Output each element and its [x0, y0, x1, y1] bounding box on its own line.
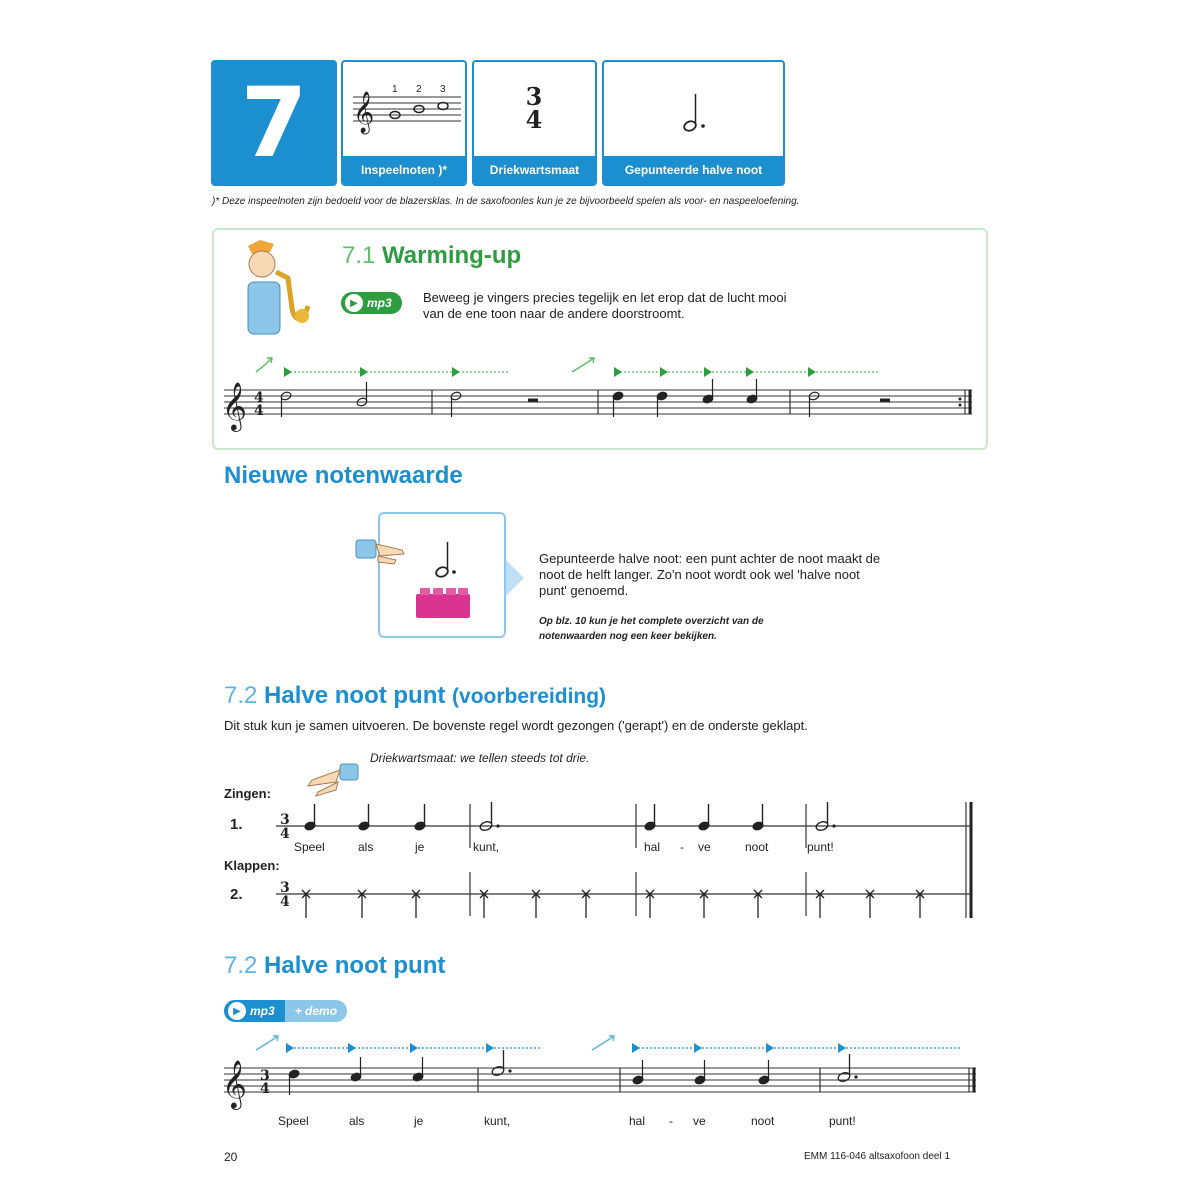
overview-reference: Op blz. 10 kun je het complete overzicht van de notenwaarden nog een keer bekijken. [539, 616, 764, 642]
section-7-2-prep-intro: Dit stuk kun je samen uitvoeren. De bovenste regel wordt gezongen ('gerapt') en de onderste geklapt. [224, 718, 808, 733]
melody-staff [220, 1050, 980, 1114]
treble-clef-icon: 𝄞 [353, 92, 375, 133]
svg-text:4: 4 [254, 403, 264, 419]
section-7-1-text: Beweeg je vingers precies tegelijk en let erop dat de lucht mooi van de ene toon naar de andere doorstroomt. [423, 290, 787, 321]
lyric: kunt, [473, 840, 500, 854]
lyric: je [415, 840, 425, 854]
section-7-1-title: 7.1 Warming-up [342, 242, 522, 269]
lyric: Speel [294, 840, 325, 854]
pointing-hand-icon [300, 760, 362, 802]
lyric: punt! [829, 1114, 856, 1128]
lyric: punt! [807, 840, 834, 854]
page-number: 20 [224, 1150, 238, 1164]
section-7-2-title: 7.2 Halve noot punt [224, 952, 446, 979]
pointer-triangle [506, 560, 524, 596]
lyric: je [414, 1114, 424, 1128]
saxophone-player-illustration [230, 238, 320, 346]
tile-driekwartsmaat [472, 60, 597, 186]
svg-text:3: 3 [280, 880, 290, 896]
warmup-notes-staff [343, 62, 465, 158]
lyric: Speel [278, 1114, 309, 1128]
svg-text:4: 4 [254, 390, 264, 406]
tile-caption: Driekwartsmaat [474, 156, 595, 184]
new-note-value-text: Gepunteerde halve noot: een punt achter de noot maakt de noot de helft langer. Zo'n noot wordt ook wel 'halve noot punt' genoemd. [539, 551, 881, 598]
play-icon: ▶ [228, 1002, 246, 1020]
play-icon: ▶ [345, 294, 363, 312]
section-7-2-prep-title: 7.2 Halve noot punt (voorbereiding) [224, 682, 607, 709]
publication-id: EMM 116-046 altsaxofoon deel 1 [804, 1151, 951, 1162]
tile-caption: Gepunteerde halve noot [604, 156, 783, 184]
row-2-number: 2. [230, 886, 243, 903]
chapter-number: 7 [240, 67, 308, 179]
singing-label: Zingen: [224, 786, 271, 801]
treble-clef-icon: 𝄞 [222, 1059, 247, 1108]
lyric: kunt, [484, 1114, 511, 1128]
svg-text:4: 4 [525, 105, 543, 134]
note-card-illustration [350, 530, 550, 630]
svg-text:3: 3 [260, 1068, 270, 1084]
footnote: )* Deze inspeelnoten zijn bedoeld voor de blazersklas. In de saxofoonles kun je ze bijvoorbeeld spelen als voor- en naspeeloefening. [212, 196, 800, 207]
svg-text:4: 4 [260, 1081, 270, 1097]
tile-gepunteerde-halve-noot [602, 60, 785, 186]
lyric: als [349, 1114, 365, 1128]
svg-text:2: 2 [416, 84, 422, 95]
treble-clef-icon: 𝄞 [222, 381, 247, 430]
lyric: ve [693, 1114, 706, 1128]
lyric: hal [629, 1114, 646, 1128]
tile-inspeelnoten [341, 60, 467, 186]
warmup-staff [220, 372, 980, 436]
lyric: ve [698, 840, 711, 854]
building-block-icon [416, 588, 470, 618]
pointing-hand-icon [356, 540, 404, 564]
svg-text:3: 3 [525, 82, 543, 111]
lyric: hal [644, 840, 661, 854]
tempo-note: Driekwartsmaat: we tellen steeds tot drie. [370, 751, 590, 765]
tile-caption: Inspeelnoten )* [343, 156, 465, 184]
lyric: - [680, 840, 684, 854]
mp3-demo-button[interactable]: ▶ mp3 + demo [224, 1000, 347, 1022]
rhythm-score [260, 800, 980, 924]
dotted-half-note-icon [604, 62, 783, 158]
dotted-half-note-icon [435, 542, 456, 578]
lyric: noot [745, 840, 769, 854]
svg-text:3: 3 [280, 812, 290, 828]
svg-text:4: 4 [280, 826, 290, 842]
clapping-label: Klappen: [224, 858, 280, 873]
svg-text:1: 1 [392, 84, 398, 95]
new-note-value-heading: Nieuwe notenwaarde [224, 462, 463, 489]
lyric: - [669, 1114, 673, 1128]
lyric: noot [751, 1114, 775, 1128]
row-1-number: 1. [230, 816, 243, 833]
svg-text:3: 3 [440, 84, 446, 95]
lyric: als [358, 840, 374, 854]
chapter-tile [211, 60, 337, 186]
mp3-play-button[interactable]: ▶ mp3 [341, 292, 402, 314]
svg-text:4: 4 [280, 894, 290, 910]
time-signature-icon [474, 62, 595, 158]
